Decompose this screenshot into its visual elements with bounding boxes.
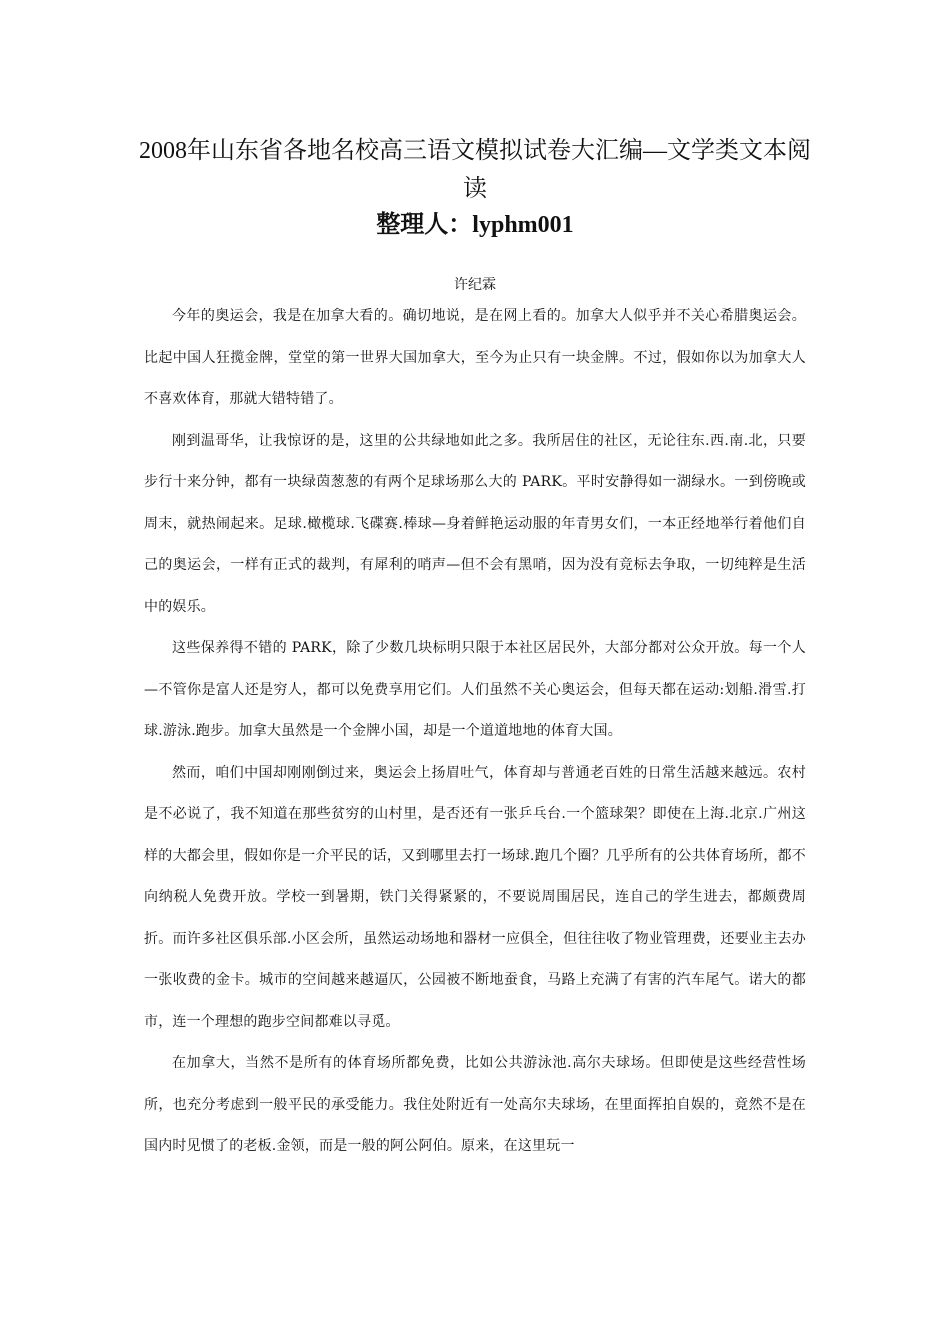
paragraph-1: 今年的奥运会，我是在加拿大看的。确切地说，是在网上看的。加拿大人似乎并不关心希腊奥运会。比起中国人狂揽金牌，堂堂的第一世界大国加拿大，至今为止只有一块金牌。不过，假如你以为加拿大人不喜欢体育，那就大错特错了。 xyxy=(144,308,806,407)
paragraph-3: 这些保养得不错的 PARK，除了少数几块标明只限于本社区居民外，大部分都对公众开放。每一个人—不管你是富人还是穷人，都可以免费享用它们。人们虽然不关心奥运会，但每天都在运动:划船.滑雪.打球.游泳.跑步。加拿大虽然是一个金牌小国，却是一个道道地地的体育大国。 xyxy=(144,640,806,739)
paragraph-2: 刚到温哥华，让我惊讶的是，这里的公共绿地如此之多。我所居住的社区，无论往东.西.南.北，只要步行十来分钟，都有一块绿茵葱葱的有两个足球场那么大的 PARK。平时安静得如一湖绿水。一到傍晚或周末，就热闹起来。足球.橄榄球.飞碟赛.棒球—身着鲜艳运动服的年青男女们，一本正经地举行着他们自己的奥运会，一样有正式的裁判，有犀利的哨声—但不会有黑哨，因为没有竞标去争取，一切纯粹是生活中的娱乐。 xyxy=(144,432,806,615)
paragraph-4: 然而，咱们中国却刚刚倒过来，奥运会上扬眉吐气，体育却与普通老百姓的日常生活越来越远。农村是不必说了，我不知道在那些贫穷的山村里，是否还有一张乒乓台.一个篮球架？即使在上海.北京.广州这样的大都会里，假如你是一介平民的话，又到哪里去打一场球.跑几个圈？几乎所有的公共体育场所，都不向纳税人免费开放。学校一到暑期，铁门关得紧紧的，不要说周围居民，连自己的学生进去，都颇费周折。而许多社区俱乐部.小区会所，虽然运动场地和器材一应俱全，但往往收了物业管理费，还要业主去办一张收费的金卡。城市的空间越来越逼仄，公园被不断地蚕食，马路上充满了有害的汽车尾气。诺大的都市，连一个理想的跑步空间都难以寻觅。 xyxy=(144,764,806,1030)
article-author: 许纪霖 xyxy=(454,277,496,293)
document-compiler: 整理人：lyphm001 xyxy=(376,212,574,238)
document-title-line-2: 读 xyxy=(463,176,487,202)
article-body xyxy=(144,296,806,1168)
document-title-line-1: 2008年山东省各地名校高三语文模拟试卷大汇编—文学类文本阅 xyxy=(139,138,811,164)
paragraph-5: 在加拿大，当然不是所有的体育场所都免费，比如公共游泳池.高尔夫球场。但即使是这些经营性场所，也充分考虑到一般平民的承受能力。我住处附近有一处高尔夫球场，在里面挥拍自娱的，竟然不是在国内时见惯了的老板.金领，而是一般的阿公阿伯。原来，在这里玩一 xyxy=(144,1055,806,1154)
